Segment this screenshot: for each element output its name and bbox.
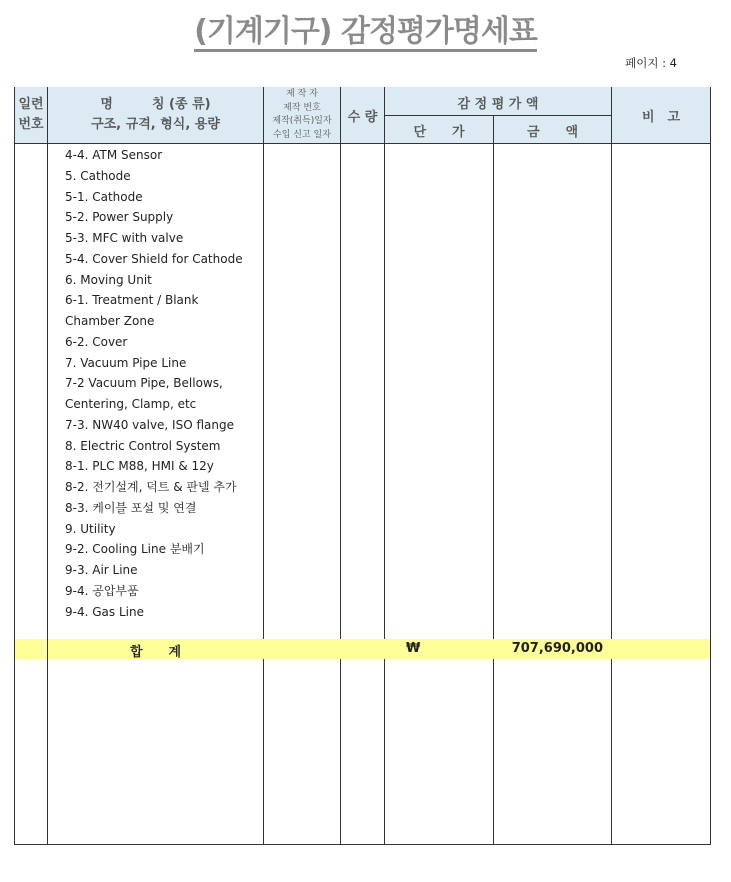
header-unit-price: 단 가 xyxy=(413,125,465,140)
list-item: 9-3. Air Line xyxy=(65,563,138,577)
list-item: 7-2 Vacuum Pipe, Bellows, xyxy=(65,376,223,391)
list-item: 5-3. MFC with valve xyxy=(65,231,184,245)
list-item: 6. Moving Unit xyxy=(65,272,152,287)
page-number: 페이지 : 4 xyxy=(625,56,677,70)
col-divider xyxy=(263,87,264,845)
list-item: 5-1. Cathode xyxy=(65,189,143,204)
total-label: 합 계 xyxy=(129,645,182,660)
list-item: 7-3. NW40 valve, ISO flange xyxy=(65,417,234,432)
col-divider xyxy=(384,87,385,845)
list-item: 8-1. PLC M88, HMI & 12y xyxy=(65,459,214,474)
list-item: 5. Cathode xyxy=(65,168,131,183)
list-item: 8-2. 전기설계, 덕트 & 판넬 추가 xyxy=(65,480,237,494)
header-maker: 제 작 자 제작 번호 제작(취득)일자 수입 신고 일자 xyxy=(272,89,332,140)
col-divider xyxy=(340,87,341,845)
list-item: 7. Vacuum Pipe Line xyxy=(65,355,187,370)
list-item: 6-2. Cover xyxy=(65,334,128,349)
list-item: 5-2. Power Supply xyxy=(65,210,174,225)
header-serial: 일련 번호 xyxy=(18,97,44,132)
list-item: 9-4. Gas Line xyxy=(65,604,144,619)
header-quantity: 수 량 xyxy=(347,110,378,125)
header-appraisal: 감 정 평 가 액 xyxy=(457,97,539,112)
col-divider xyxy=(611,87,612,845)
list-item: 4-4. ATM Sensor xyxy=(65,148,163,162)
header-remarks: 비 고 xyxy=(641,110,681,125)
list-item: 9-4. 공압부품 xyxy=(65,583,139,598)
appraisal-sub-line xyxy=(384,115,611,116)
document-title: (기계기구) 감정평가명세표 xyxy=(0,6,731,50)
list-item: 5-4. Cover Shield for Cathode xyxy=(65,251,243,266)
list-item: 6-1. Treatment / Blank xyxy=(65,293,199,308)
list-item: Centering, Clamp, etc xyxy=(65,397,197,411)
total-amount: 707,690,000 xyxy=(511,641,603,656)
list-item: 8. Electric Control System xyxy=(65,438,221,453)
header-name: 명 칭 (종 류) 구조, 규격, 형식, 용량 xyxy=(91,97,220,132)
list-item: 8-3. 케이블 포설 및 연결 xyxy=(65,500,197,515)
list-item: 9. Utility xyxy=(65,521,116,536)
col-divider xyxy=(493,115,494,845)
total-currency: ₩ xyxy=(406,641,421,656)
header-bottom-line xyxy=(14,143,711,144)
col-divider xyxy=(47,87,48,845)
list-item: Chamber Zone xyxy=(65,314,155,328)
header-amount: 금 액 xyxy=(526,125,579,140)
item-list xyxy=(65,145,243,622)
list-item: 9-2. Cooling Line 분배기 xyxy=(65,542,205,557)
